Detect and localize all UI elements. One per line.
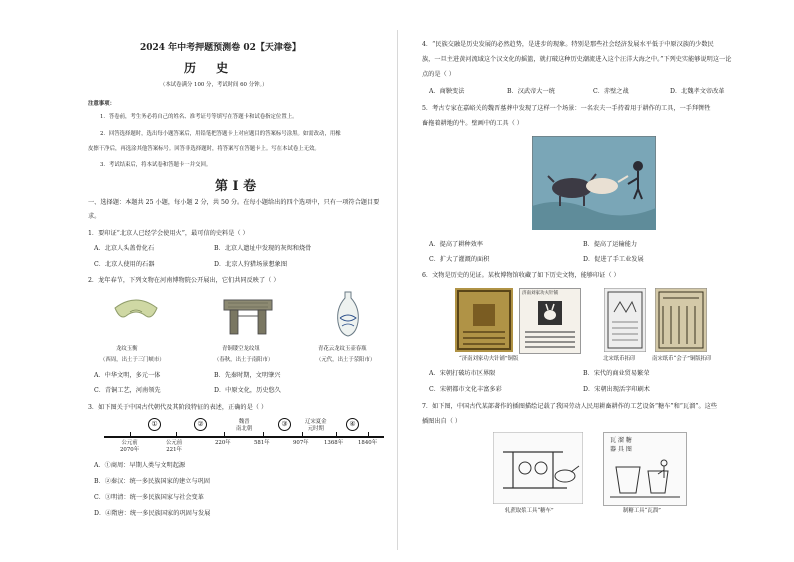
q2-option-d[interactable]: D．中原文化，历史悠久 bbox=[214, 387, 281, 394]
section-title: 第 Ⅰ 卷 bbox=[215, 179, 257, 194]
sugar-press-image bbox=[493, 432, 583, 504]
q6-stem: 6．文物是历史的见证。某枚博物馆收藏了如下历史文物，能够印证（ ） bbox=[422, 272, 620, 279]
timeline-marker-3: ③ bbox=[278, 418, 291, 431]
timeline-tick bbox=[263, 432, 264, 437]
northern-song-note-image bbox=[604, 288, 646, 352]
q5-stem: 畜拖着耕地的牛。壁画中的工具（ ） bbox=[422, 120, 523, 127]
timeline-label: 公元前 221年 bbox=[166, 440, 183, 454]
q1-option-c[interactable]: C．北京人使用的石器 bbox=[94, 261, 155, 268]
q6-option-d[interactable]: D．宋朝出现活字印刷术 bbox=[583, 386, 650, 393]
q4-option-a[interactable]: A．商鞅变法 bbox=[429, 88, 465, 95]
q7-caption: 制糖工具“瓦溜” bbox=[623, 508, 661, 514]
q3-option-d[interactable]: D．④隋唐：统一多民族国家的巩固与发展 bbox=[94, 510, 211, 517]
subject-title: 历 史 bbox=[184, 61, 237, 75]
plate-text: 济南刘家功夫针铺 bbox=[522, 291, 558, 296]
timeline-label: 1368年 bbox=[324, 440, 344, 446]
q4-option-b[interactable]: B．汉武帝大一统 bbox=[507, 88, 555, 95]
tomb-mural-image bbox=[532, 136, 656, 230]
q2-option-b[interactable]: B．先秦时期，文明肇兴 bbox=[214, 372, 281, 379]
q6-caption: “济南刘家功夫针铺”铜版 bbox=[459, 356, 519, 362]
q3-stem: 3．如下图关于中国古代朝代及其阶段特征的表述，正确的是（ ） bbox=[88, 404, 268, 411]
q5-stem: 5．考古专家在嘉峪关的魏晋墓葬中发现了这样一个场景：一名农夫一手持着用于耕作的工具，一手拜辔牲 bbox=[422, 105, 711, 112]
rubbing-text-block bbox=[523, 329, 577, 349]
q7-stem: 7．如下图，中国古代某部著作的插图描绘记载了我国劳动人民用耕畜耕作的工艺设备“糖车”和“瓦溜”。这些 bbox=[422, 403, 718, 410]
q1-option-a[interactable]: A．北京人头盖骨化石 bbox=[94, 245, 155, 252]
timeline-label: 公元前 2070年 bbox=[120, 440, 140, 454]
q5-option-a[interactable]: A．提高了耕种效率 bbox=[429, 241, 483, 248]
q4-stem: 族，一旦主进黄河流域这个汉文化的摇篮，就打破这种历史潮流进入这个汪洋大海之中。”下列史实能够说明这一论 bbox=[422, 56, 732, 63]
bronze-zu-image bbox=[222, 294, 274, 338]
timeline-tick bbox=[368, 432, 369, 437]
q4-option-d[interactable]: D．北魏孝文帝改革 bbox=[670, 88, 725, 95]
timeline-label: 581年 bbox=[254, 440, 270, 446]
note-line: 皮擦干净后，再选涂其他答案标号。回答非选择题时，将答案写在答题卡上。写在本试卷上无效。 bbox=[88, 146, 320, 152]
section-instruction: 求。 bbox=[88, 213, 101, 220]
timeline-marker-2: ② bbox=[194, 418, 207, 431]
needle-shop-rubbing-image bbox=[519, 288, 581, 354]
timeline-label: 907年 bbox=[293, 440, 309, 446]
timeline-tick bbox=[130, 432, 131, 437]
q5-option-b[interactable]: B．提高了运输能力 bbox=[583, 241, 638, 248]
q3-option-c[interactable]: C．③明清：统一多民族国家与社会变革 bbox=[94, 494, 204, 501]
exam-meta: （本试卷满分 100 分，考试时间 60 分钟。） bbox=[160, 82, 268, 88]
sugar-pot-image bbox=[603, 432, 687, 506]
timeline-tick bbox=[176, 432, 177, 437]
timeline-period: 辽宋夏金 元时期 bbox=[305, 419, 327, 433]
timeline-label: 1840年 bbox=[358, 440, 378, 446]
q6-option-c[interactable]: C．宋朝都市文化丰富多彩 bbox=[429, 386, 502, 393]
huizi-plate-image bbox=[655, 288, 707, 352]
q5-option-d[interactable]: D．促进了手工业发展 bbox=[583, 256, 644, 263]
q4-stem: 4．“民族交融是历史发展的必然趋势，是进步的现象。特别是那些社会经济发展水平低于中原汉族的少数民 bbox=[422, 41, 714, 48]
q5-option-c[interactable]: C．扩大了灌溉的面积 bbox=[429, 256, 490, 263]
q6-caption: 南宋纸币“会子”铜版拓印 bbox=[652, 356, 712, 362]
q2-option-a[interactable]: A．中华文明，多元一体 bbox=[94, 372, 161, 379]
timeline-marker-1: ① bbox=[148, 418, 161, 431]
blue-white-vase-image bbox=[334, 290, 362, 338]
timeline-period: 魏晋 南北朝 bbox=[236, 419, 253, 433]
q2-stem: 2．龙年春节，下列文物在河南博物院公开展出，它们共同反映了（ ） bbox=[88, 277, 280, 284]
q2-image-note: （西周，出土于三门峡市） bbox=[100, 357, 165, 363]
q6-option-b[interactable]: B．宋代的商业贸易繁荣 bbox=[583, 370, 650, 377]
note-line: 1．答卷前，考生务必将自己的姓名、准考证号等填写在答题卡和试卷指定位置上。 bbox=[100, 114, 298, 120]
q3-option-a[interactable]: A．①商周：早期人类与文明起源 bbox=[94, 462, 186, 469]
jade-heng-image bbox=[112, 296, 160, 336]
q2-image-name: 青铜镂空龙纹俎 bbox=[222, 346, 260, 352]
needle-shop-plate-image bbox=[455, 288, 513, 352]
section-instruction: 一、选择题：本题共 25 小题，每小题 2 分，共 50 分。在每小题给出的四个选项中，只有一项符合题目要 bbox=[88, 199, 380, 206]
q1-option-b[interactable]: B．北京人遗址中发现的灰烬和烧骨 bbox=[214, 245, 312, 252]
timeline-tick bbox=[336, 432, 337, 437]
sugar-pot-drawing bbox=[610, 457, 680, 501]
rabbit-emblem bbox=[538, 301, 562, 325]
right-column bbox=[397, 0, 794, 562]
q7-caption: 轧蔗取浆工具“糖车” bbox=[505, 508, 554, 514]
q4-option-c[interactable]: C．赤壁之战 bbox=[593, 88, 629, 95]
q3-option-b[interactable]: B．②秦汉：统一多民族国家的建立与巩固 bbox=[94, 478, 210, 485]
note-line: 2．回答选择题时，选出每小题答案后，用铅笔把答题卡上对应题目的答案标号涂黑。如需改动，用橡 bbox=[100, 131, 341, 137]
note-line: 3．考试结束后，将本试卷和答题卡一并交回。 bbox=[100, 162, 212, 168]
q2-option-c[interactable]: C．青铜工艺，河南领先 bbox=[94, 387, 161, 394]
notes-heading: 注意事项： bbox=[88, 101, 115, 107]
q2-image-note: （元代，出土于荥阳市） bbox=[316, 357, 376, 363]
q2-image-note: （春秋，出土于南阳市） bbox=[214, 357, 274, 363]
q2-image-name: 龙纹玉衡 bbox=[116, 346, 138, 352]
q1-stem: 1．要印证“北京人已经学会使用火”，最可信的史料是（ ） bbox=[88, 230, 249, 237]
q4-stem: 点的是（ ） bbox=[422, 71, 455, 78]
q7-stem: 插图出自（ ） bbox=[422, 418, 462, 425]
figure-label-line: 瓦 溜 糖 bbox=[610, 437, 632, 444]
exam-title: 2024 年中考押题预测卷 02【天津卷】 bbox=[140, 43, 301, 53]
timeline-tick bbox=[302, 432, 303, 437]
timeline-label: 220年 bbox=[215, 440, 231, 446]
timeline-marker-4: ④ bbox=[346, 418, 359, 431]
timeline-tick bbox=[224, 432, 225, 437]
q1-option-d[interactable]: D．北京人狩猎场景想象图 bbox=[214, 261, 288, 268]
q2-image-name: 青花云龙纹玉壶春瓶 bbox=[318, 346, 367, 352]
q6-caption: 北宋纸币拓印 bbox=[603, 356, 636, 362]
timeline-axis bbox=[104, 436, 384, 438]
q6-option-a[interactable]: A．宋朝打破坊市区界限 bbox=[429, 370, 496, 377]
figure-label-line: 器 具 图 bbox=[610, 446, 632, 453]
